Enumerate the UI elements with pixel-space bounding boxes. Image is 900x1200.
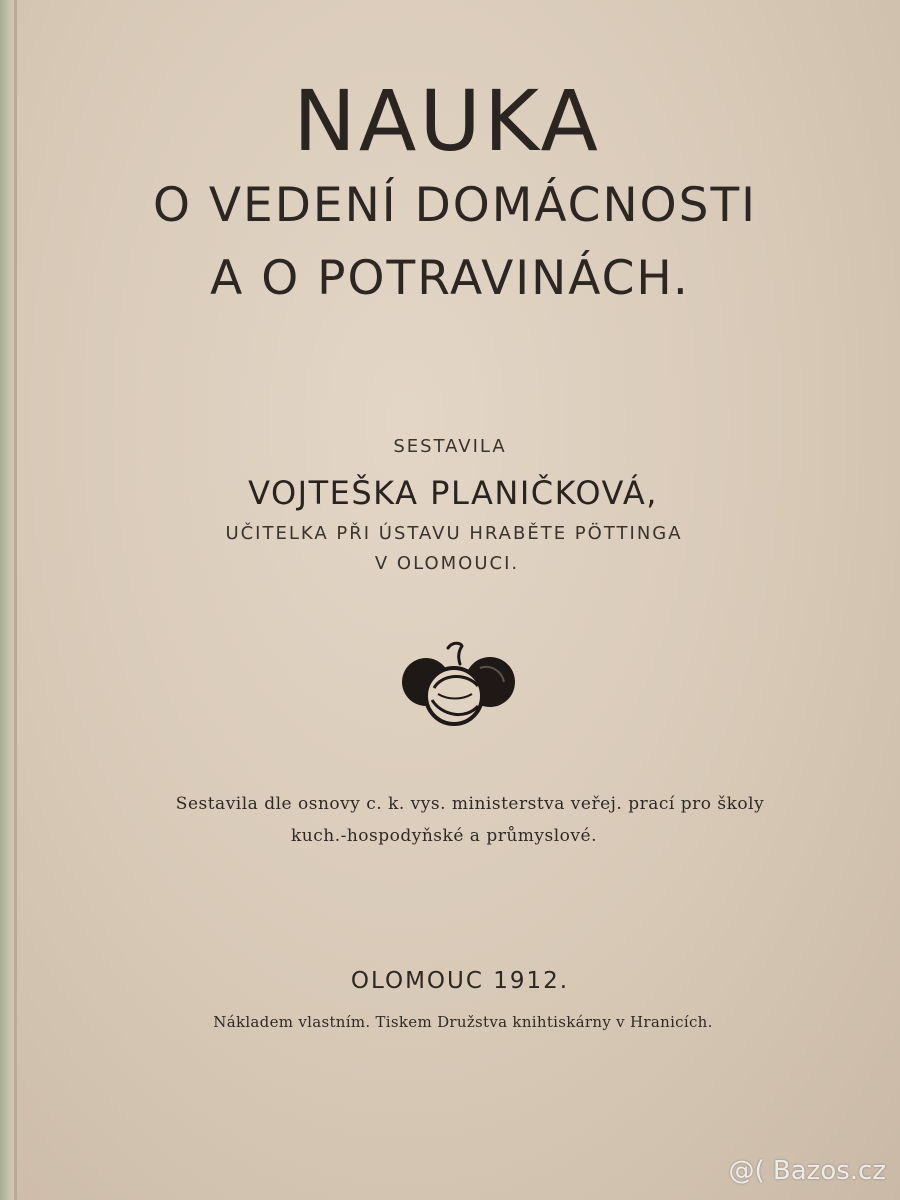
imprint-city-year: OLOMOUC 1912. (350, 968, 570, 994)
book-title: NAUKA (293, 72, 601, 170)
curriculum-note-line-1: Sestavila dle osnovy c. k. vys. ministerstva veřej. prací pro školy (175, 794, 765, 814)
curriculum-note-line-2: kuch.-hospodyňské a průmyslové. (290, 826, 597, 846)
fruit-ornament-icon (396, 638, 520, 732)
watermark-logo: @( Bazos.cz (728, 1156, 886, 1186)
imprint-printer: Nákladem vlastním. Tiskem Družstva knihtiskárny v Hranicích. (213, 1013, 713, 1031)
book-subtitle-line-1: O VEDENÍ DOMÁCNOSTI (152, 178, 758, 233)
author-label: SESTAVILA (393, 436, 507, 457)
book-subtitle-line-2: A O POTRAVINÁCH. (210, 251, 690, 306)
author-city: V OLOMOUCI. (374, 553, 520, 574)
author-name: VOJTEŠKA PLANIČKOVÁ, (248, 474, 658, 512)
author-role: UČITELKA PŘI ÚSTAVU HRABĚTE PÖTTINGA (225, 523, 683, 544)
